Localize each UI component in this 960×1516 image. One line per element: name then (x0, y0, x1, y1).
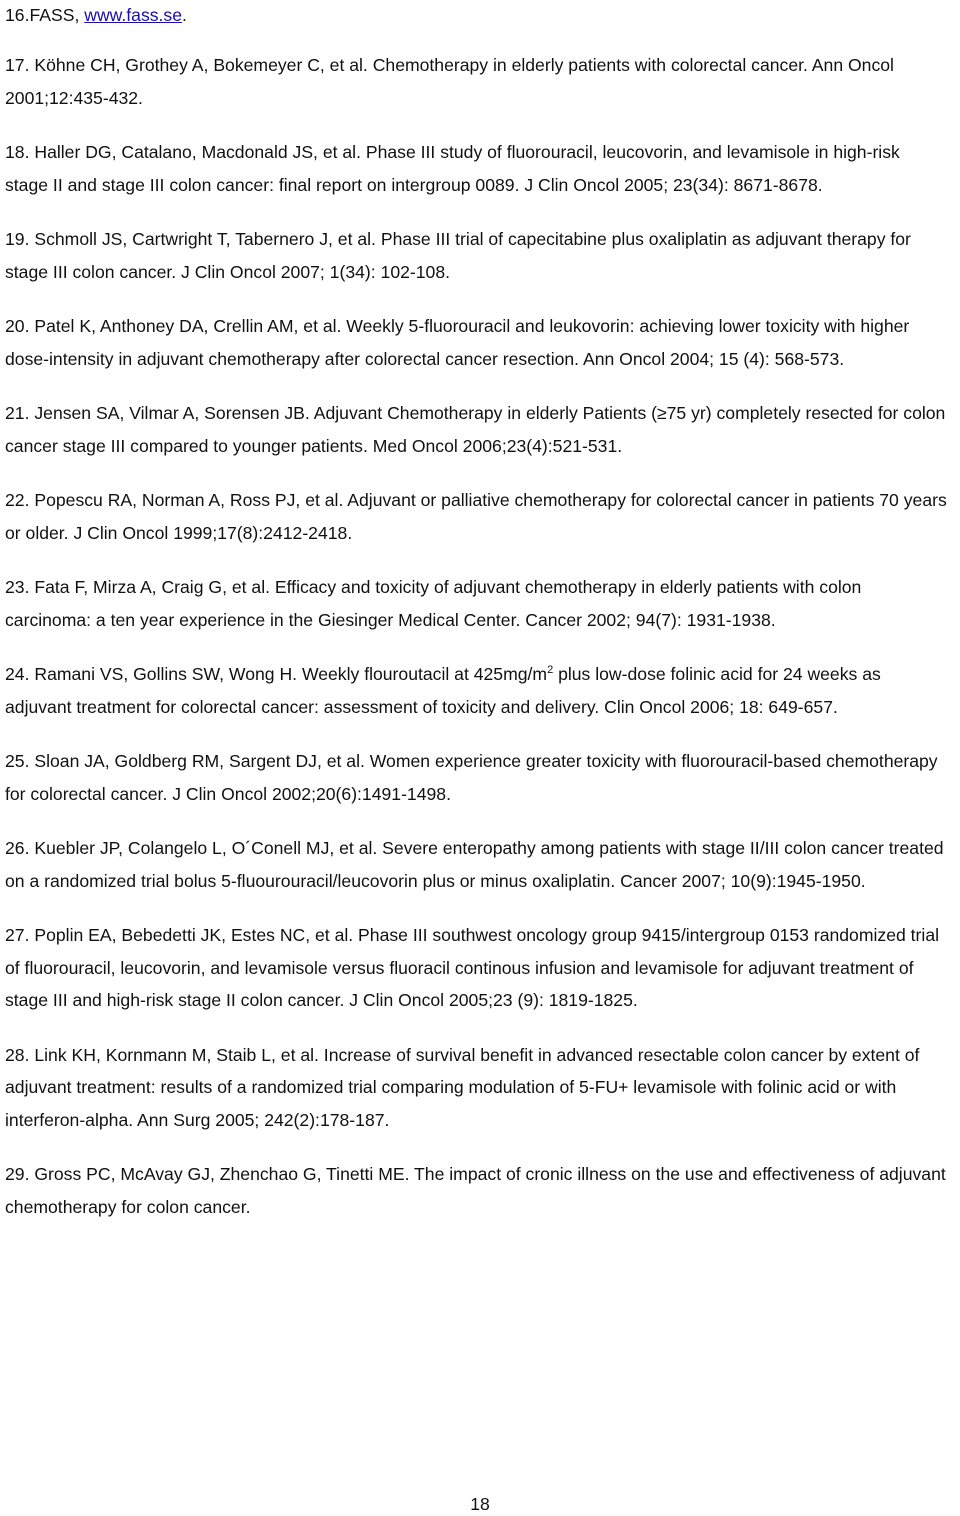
page-number: 18 (470, 1494, 490, 1514)
reference-punctuation: . (182, 5, 187, 25)
reference-number: 18. (5, 142, 30, 162)
reference-text: Gross PC, McAvay GJ, Zhenchao G, Tinetti ME. The impact of cronic illness on the use and effectiveness of adjuvant chemotherapy for colon cancer. (5, 1164, 946, 1217)
reference-19 (5, 223, 947, 288)
superscript-exponent: 2 (547, 664, 554, 677)
reference-number: 24. (5, 664, 30, 684)
reference-text: Köhne CH, Grothey A, Bokemeyer C, et al. Chemotherapy in elderly patients with colorectal cancer. Ann Oncol 2001;12:435-432. (5, 55, 894, 108)
reference-text: Fata F, Mirza A, Craig G, et al. Efficacy and toxicity of adjuvant chemotherapy in elderly patients with colon carcinoma: a ten year experience in the Giesinger Medical Center. Cancer 2002; 94(7): 1931-1938. (5, 577, 862, 630)
reference-number: 27. (5, 925, 30, 945)
reference-text: Popescu RA, Norman A, Ross PJ, et al. Adjuvant or palliative chemotherapy for colorectal cancer in patients 70 years or older. J Clin Oncol 1999;17(8):2412-2418. (5, 490, 947, 543)
reference-text: Sloan JA, Goldberg RM, Sargent DJ, et al. Women experience greater toxicity with fluorouracil-based chemotherapy for colorectal cancer. J Clin Oncol 2002;20(6):1491-1498. (5, 751, 938, 804)
reference-21 (5, 397, 947, 462)
reference-22 (5, 484, 947, 549)
reference-17 (5, 49, 947, 114)
reference-18 (5, 136, 947, 201)
reference-text: Patel K, Anthoney DA, Crellin AM, et al. Weekly 5-fluorouracil and leukovorin: achieving lower toxicity with higher dose-intensity in adjuvant chemotherapy after colorectal cancer resection. Ann Oncol 2004; 15 (4): 568-573. (5, 316, 910, 369)
reference-25 (5, 745, 947, 810)
fass-link[interactable]: www.fass.se (84, 5, 183, 25)
reference-list (5, 0, 947, 1245)
reference-number: 20. (5, 316, 30, 336)
reference-29 (5, 1158, 947, 1223)
reference-28 (5, 1039, 947, 1137)
reference-text: Haller DG, Catalano, Macdonald JS, et al. Phase III study of fluorouracil, leucovorin, and levamisole in high-risk stage II and stage III colon cancer: final report on intergroup 0089. J Clin Oncol 2005; 23(34): 8671-8678. (5, 142, 900, 195)
reference-number: 16. (5, 5, 30, 25)
reference-number: 22. (5, 490, 30, 510)
reference-number: 23. (5, 577, 30, 597)
reference-27 (5, 919, 947, 1017)
reference-20 (5, 310, 947, 375)
reference-text: Link KH, Kornmann M, Staib L, et al. Increase of survival benefit in advanced resectable colon cancer by extent of adjuvant treatment: results of a randomized trial comparing modulation of 5-FU+ levamisole with folinic acid or with interferon-alpha. Ann Surg 2005; 242(2):178-187. (5, 1044, 920, 1130)
reference-number: 26. (5, 838, 30, 858)
reference-26 (5, 832, 947, 897)
reference-number: 29. (5, 1164, 30, 1184)
reference-text-continued: plus low-dose folinic acid for 24 weeks as adjuvant treatment for colorectal cancer: assessment of toxicity and delivery. Clin Oncol 2006; 18: 649-657. (5, 664, 881, 717)
reference-text: Schmoll JS, Cartwright T, Tabernero J, et al. Phase III trial of capecitabine plus oxaliplatin as adjuvant therapy for stage III colon cancer. J Clin Oncol 2007; 1(34): 102-108. (5, 229, 911, 282)
reference-23 (5, 571, 947, 636)
reference-text: Poplin EA, Bebedetti JK, Estes NC, et al. Phase III southwest oncology group 9415/intergroup 0153 randomized trial of fluorouracil, leucovorin, and levamisole versus fluoracil continous infusion and levamisole for adjuvant treatment of stage III and high-risk stage II colon cancer. J Clin Oncol 2005;23 (9): 1819-1825. (5, 925, 940, 1010)
reference-text: Ramani VS, Gollins SW, Wong H. Weekly flouroutacil at 425mg/m (29, 664, 548, 684)
reference-number: 25. (5, 751, 30, 771)
reference-24 (5, 658, 947, 723)
reference-number: 19. (5, 229, 30, 249)
reference-16 (5, 0, 947, 30)
reference-text: FASS, (29, 5, 85, 25)
reference-text: Jensen SA, Vilmar A, Sorensen JB. Adjuvant Chemotherapy in elderly Patients (≥75 yr) completely resected for colon cancer stage III compared to younger patients. Med Oncol 2006;23(4):521-531. (5, 403, 946, 456)
reference-number: 21. (5, 403, 30, 423)
reference-text: Kuebler JP, Colangelo L, O´Conell MJ, et al. Severe enteropathy among patients with stage II/III colon cancer treated on a randomized trial bolus 5-fluourouracil/leucovorin plus or minus oxaliplatin. Cancer 2007; 10(9):1945-1950. (5, 838, 944, 891)
reference-number: 17. (5, 55, 30, 75)
reference-number: 28. (5, 1044, 30, 1065)
